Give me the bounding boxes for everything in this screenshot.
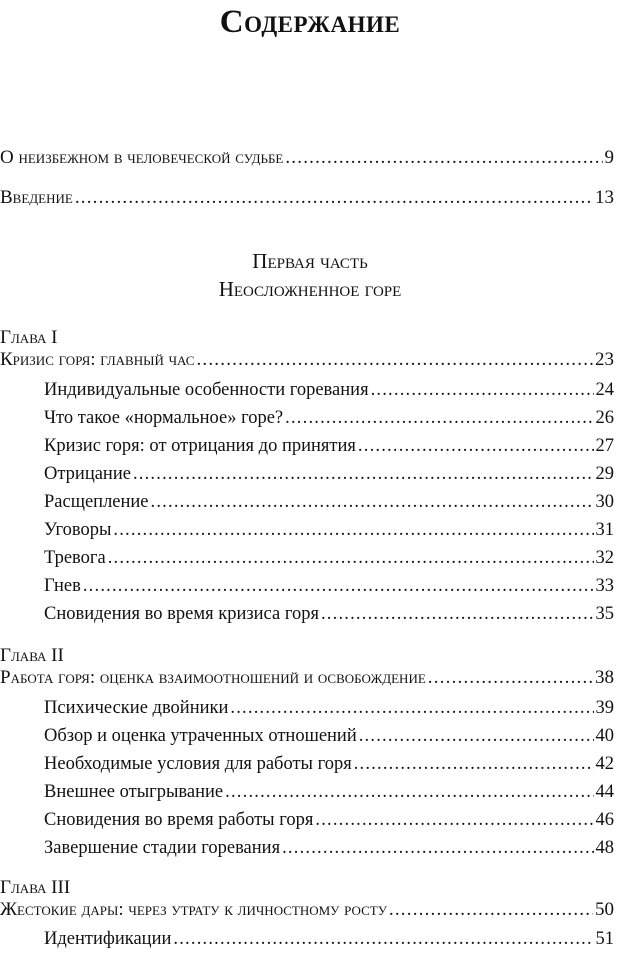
toc-entry-title: Внешнее отыгрывание	[44, 782, 224, 802]
toc-page-number: 27	[595, 436, 614, 456]
toc-entry-title: Отрицание	[44, 464, 131, 484]
toc-page-number: 42	[595, 754, 614, 774]
dot-leader	[225, 779, 593, 805]
dot-leader	[196, 347, 593, 373]
toc-page-number: 26	[595, 408, 614, 428]
toc-page-number: 13	[595, 187, 614, 208]
toc-page-number: 31	[595, 520, 614, 540]
toc-entry-title: Необходимые условия для работы горя	[44, 754, 352, 774]
toc-page-number: 48	[595, 838, 614, 858]
toc-subentry[interactable]	[44, 433, 614, 459]
toc-entry-title: Что такое «нормальное» горе?	[44, 408, 284, 428]
dot-leader	[83, 573, 594, 599]
dot-leader	[358, 433, 594, 459]
dot-leader	[108, 545, 594, 571]
toc-entry-title: Гнев	[44, 576, 81, 596]
toc-entry-introduction[interactable]	[0, 185, 614, 211]
dot-leader	[321, 601, 594, 627]
toc-entry-title: Введение	[0, 187, 73, 208]
dot-leader	[285, 405, 593, 431]
toc-entry-title: Жестокие дары: через утрату к личностному росту	[0, 899, 387, 920]
toc-subentry[interactable]	[44, 461, 614, 487]
toc-page-number: 39	[595, 698, 614, 718]
toc-subentry[interactable]	[44, 517, 614, 543]
toc-subentry[interactable]	[44, 779, 614, 805]
dot-leader	[371, 377, 594, 403]
chapter-label-2: Глава II	[0, 645, 64, 666]
toc-page-number: 50	[595, 899, 614, 920]
dot-leader	[282, 835, 593, 861]
toc-page-number: 23	[595, 349, 614, 370]
toc-subentry[interactable]	[44, 751, 614, 777]
toc-subentry[interactable]	[44, 377, 614, 403]
toc-subentry[interactable]	[44, 545, 614, 571]
dot-leader	[173, 926, 593, 952]
toc-entry-title: Завершение стадии горевания	[44, 838, 281, 858]
toc-entry-preface[interactable]	[0, 145, 614, 171]
toc-subentry[interactable]	[44, 601, 614, 627]
dot-leader	[230, 695, 593, 721]
toc-entry-title: Обзор и оценка утраченных отношений	[44, 726, 357, 746]
dot-leader	[75, 185, 593, 211]
toc-subentry[interactable]	[44, 573, 614, 599]
toc-page-number: 30	[595, 492, 614, 512]
toc-page-number: 44	[595, 782, 614, 802]
toc-page-number: 35	[595, 604, 614, 624]
toc-subentry[interactable]	[44, 405, 614, 431]
dot-leader	[151, 489, 594, 515]
toc-page-number: 29	[595, 464, 614, 484]
dot-leader	[359, 723, 594, 749]
toc-page-number: 32	[595, 548, 614, 568]
dot-leader	[133, 461, 594, 487]
toc-page-number: 33	[595, 576, 614, 596]
toc-chapter-3[interactable]	[0, 897, 614, 923]
toc-chapter-1[interactable]	[0, 347, 614, 373]
toc-page-number: 38	[595, 667, 614, 688]
toc-subentry[interactable]	[44, 489, 614, 515]
dot-leader	[389, 897, 593, 923]
toc-entry-title: Сновидения во время работы горя	[44, 810, 314, 830]
dot-leader	[428, 665, 593, 691]
toc-entry-title: Идентификации	[44, 929, 172, 949]
toc-entry-title: Уговоры	[44, 520, 112, 540]
toc-chapter-2[interactable]	[0, 665, 614, 691]
toc-entry-title: О неизбежном в человеческой судьбе	[0, 147, 284, 168]
toc-subentry[interactable]	[44, 695, 614, 721]
toc-page-number: 40	[595, 726, 614, 746]
dot-leader	[315, 807, 593, 833]
toc-page-number: 24	[595, 380, 614, 400]
part-heading-line1: Первая часть	[252, 249, 368, 273]
toc-entry-title: Психические двойники	[44, 698, 229, 718]
toc-page-number: 51	[595, 929, 614, 949]
toc-page-number: 46	[595, 810, 614, 830]
chapter-label-3: Глава III	[0, 877, 71, 898]
toc-entry-title: Расщепление	[44, 492, 149, 512]
page-title: Содержание	[219, 4, 401, 40]
toc-entry-title: Кризис горя: от отрицания до принятия	[44, 436, 356, 456]
toc-entry-title: Тревога	[44, 548, 106, 568]
toc-entry-title: Сновидения во время кризиса горя	[44, 604, 319, 624]
chapter-label-1: Глава I	[0, 327, 58, 348]
dot-leader	[354, 751, 594, 777]
toc-subentry[interactable]	[44, 807, 614, 833]
toc-entry-title: Индивидуальные особенности горевания	[44, 380, 369, 400]
toc-subentry[interactable]	[44, 926, 614, 952]
dot-leader	[113, 517, 593, 543]
toc-entry-title: Работа горя: оценка взаимоотношений и освобождение	[0, 667, 426, 688]
toc-page-number: 9	[604, 147, 614, 168]
toc-entry-title: Кризис горя: главный час	[0, 349, 195, 370]
part-heading-line2: Неосложненное горе	[218, 277, 402, 301]
dot-leader	[285, 145, 602, 171]
toc-subentry[interactable]	[44, 835, 614, 861]
toc-subentry[interactable]	[44, 723, 614, 749]
